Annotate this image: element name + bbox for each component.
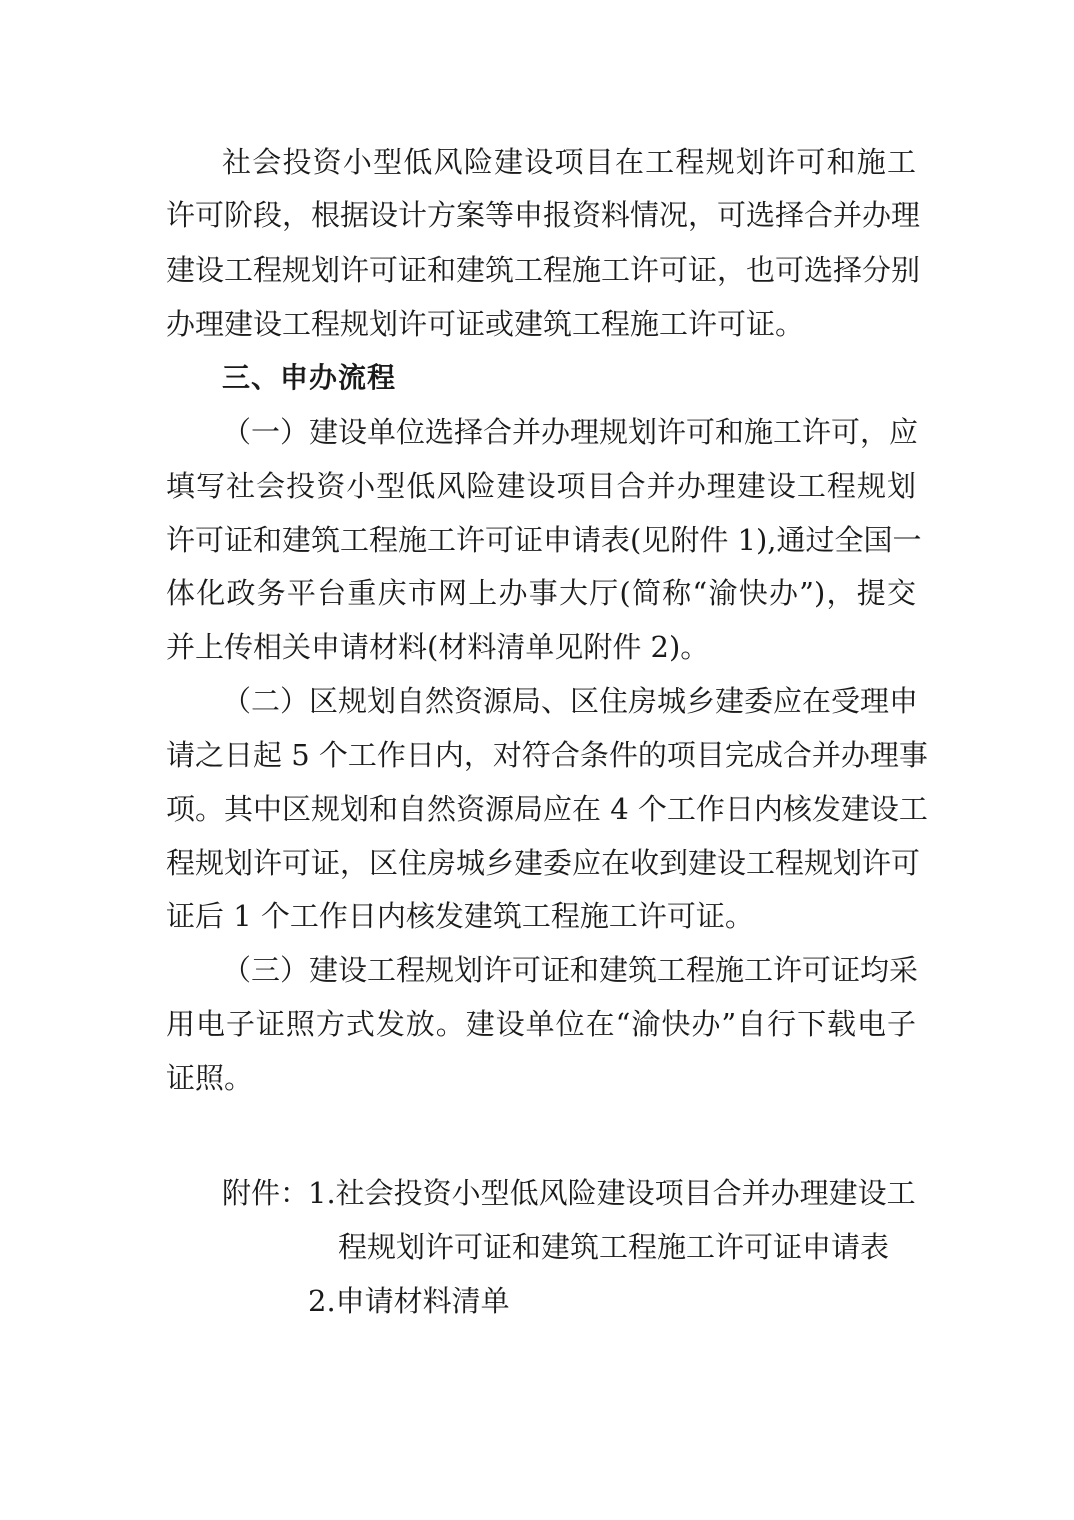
step-2-line-3: 项。其中区规划和自然资源局应在 4 个工作日内核发建设工 bbox=[166, 792, 928, 826]
intro-line-1: 社会投资小型低风险建设项目在工程规划许可和施工 bbox=[222, 145, 916, 179]
step-1-line-3: 许可证和建筑工程施工许可证申请表(见附件 1),通过全国一 bbox=[166, 523, 922, 557]
step-2-line-2: 请之日起 5 个工作日内，对符合条件的项目完成合并办理事 bbox=[166, 738, 928, 772]
intro-line-2: 许可阶段，根据设计方案等申报资料情况，可选择合并办理 bbox=[166, 198, 921, 232]
step-3-line-2: 用电子证照方式发放。建设单位在“渝快办”自行下载电子 bbox=[166, 1007, 916, 1041]
attachment-1-line-2: 程规划许可证和建筑工程施工许可证申请表 bbox=[338, 1230, 890, 1264]
section-heading: 三、申办流程 bbox=[222, 361, 397, 394]
step-1-line-4: 体化政务平台重庆市网上办事大厅(简称“渝快办”)，提交 bbox=[166, 576, 916, 610]
step-1-line-5: 并上传相关申请材料(材料清单见附件 2)。 bbox=[166, 630, 710, 664]
step-3-line-3: 证照。 bbox=[166, 1061, 254, 1095]
intro-line-4: 办理建设工程规划许可证或建筑工程施工许可证。 bbox=[166, 307, 805, 341]
step-2-line-4: 程规划许可证，区住房城乡建委应在收到建设工程规划许可 bbox=[166, 846, 921, 880]
attachment-2: 2.申请材料清单 bbox=[308, 1284, 510, 1318]
attachment-1-line-1: 1.社会投资小型低风险建设项目合并办理建设工 bbox=[308, 1176, 916, 1210]
intro-line-3: 建设工程规划许可证和建筑工程施工许可证，也可选择分别 bbox=[166, 253, 921, 287]
step-1-line-2: 填写社会投资小型低风险建设项目合并办理建设工程规划 bbox=[166, 469, 916, 503]
step-3-line-1: （三）建设工程规划许可证和建筑工程施工许可证均采 bbox=[222, 953, 919, 987]
attachments-label: 附件： bbox=[222, 1176, 310, 1210]
step-2-line-5: 证后 1 个工作日内核发建筑工程施工许可证。 bbox=[166, 899, 754, 933]
step-2-line-1: （二）区规划自然资源局、区住房城乡建委应在受理申 bbox=[222, 684, 919, 718]
step-1-line-1: （一）建设单位选择合并办理规划许可和施工许可，应 bbox=[222, 415, 919, 449]
